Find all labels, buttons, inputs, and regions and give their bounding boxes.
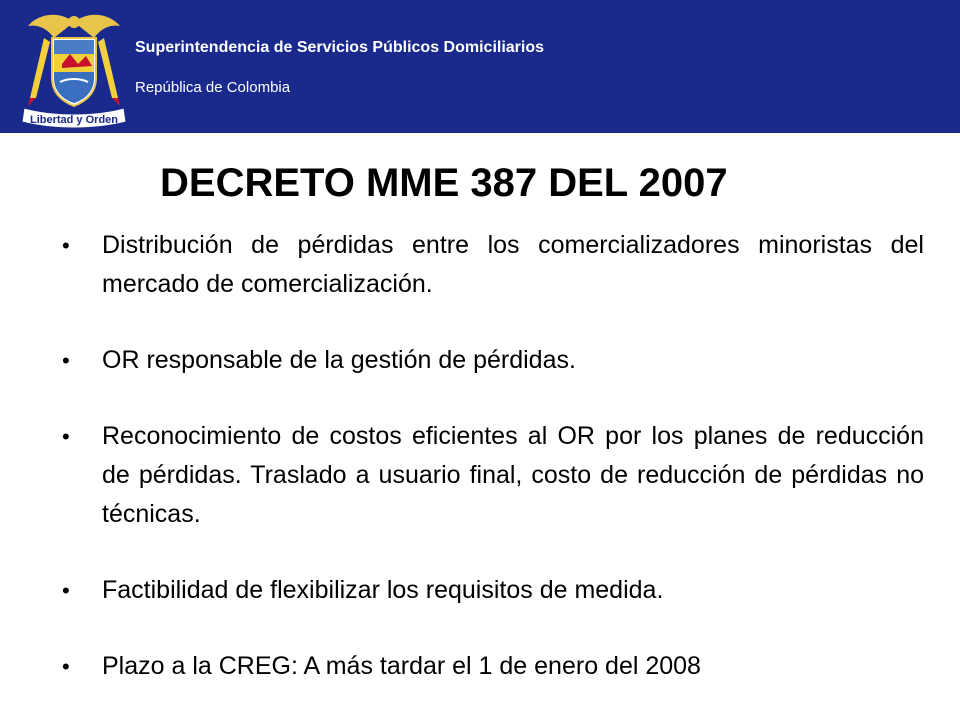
- slide-header: [0, 0, 960, 133]
- bullet-item: • Factibilidad de flexibilizar los requisitos de medida.: [62, 571, 924, 610]
- country-name: República de Colombia: [135, 79, 291, 96]
- bullet-item: • Distribución de pérdidas entre los comercializadores minoristas del mercado de comercialización.: [62, 226, 924, 304]
- bullet-item: • Reconocimiento de costos eficientes al OR por los planes de reducción de pérdidas. Traslado a usuario final, costo de reducción de pérdidas no técnicas.: [62, 417, 924, 534]
- bullet-list: [62, 226, 924, 686]
- bullet-item: • Plazo a la CREG: A más tardar el 1 de enero del 2008: [62, 647, 924, 686]
- organization-name: Superintendencia de Servicios Públicos Domiciliarios: [135, 39, 545, 56]
- colombia-coat-of-arms-icon: [14, 8, 134, 128]
- crest-motto: Libertad y Orden: [29, 114, 119, 126]
- slide-title: DECRETO MME 387 DEL 2007: [160, 161, 728, 205]
- bullet-item: • OR responsable de la gestión de pérdidas.: [62, 341, 924, 380]
